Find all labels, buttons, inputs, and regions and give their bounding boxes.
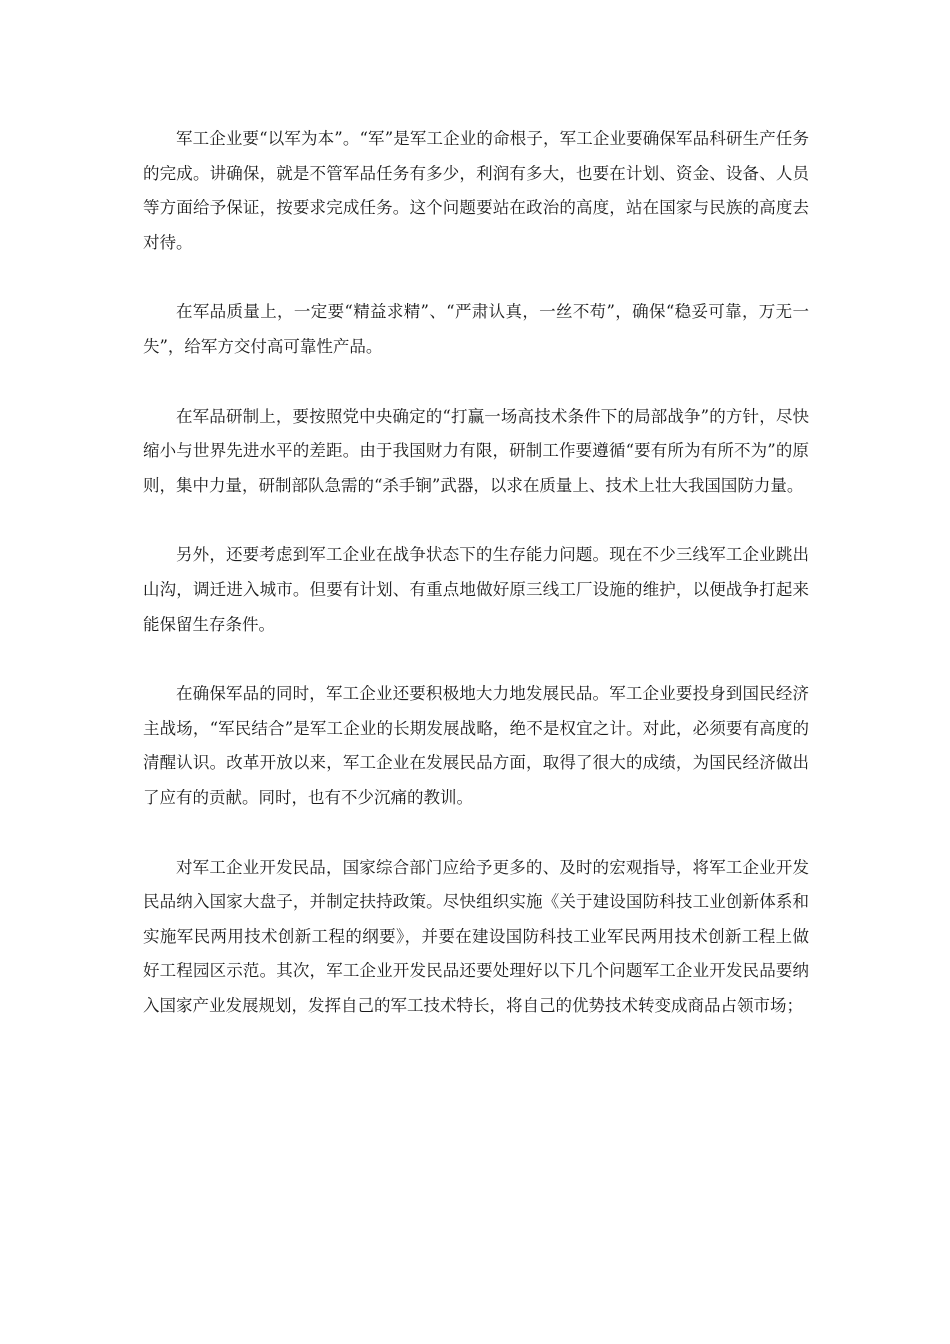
paragraph-1: 军工企业要“以军为本”。“军”是军工企业的命根子，军工企业要确保军品科研生产任务的完成。讲确保，就是不管军品任务有多少，利润有多大，也要在计划、资金、设备、人员等方面给予保证，按要求完成任务。这个问题要站在政治的高度，站在国家与民族的高度去对待。 bbox=[143, 129, 809, 252]
paragraph-2: 在军品质量上，一定要“精益求精”、“严肃认真，一丝不苟”，确保“稳妥可靠，万无一失”，给军方交付高可靠性产品。 bbox=[143, 302, 809, 356]
document-body bbox=[143, 122, 809, 1058]
paragraph-4: 另外，还要考虑到军工企业在战争状态下的生存能力问题。现在不少三线军工企业跳出山沟，调迁进入城市。但要有计划、有重点地做好原三线工厂设施的维护，以便战争打起来能保留生存条件。 bbox=[143, 545, 809, 634]
paragraph-3: 在军品研制上，要按照党中央确定的“打赢一场高技术条件下的局部战争”的方针，尽快缩小与世界先进水平的差距。由于我国财力有限，研制工作要遵循“要有所为有所不为”的原则，集中力量，研制部队急需的“杀手锏”武器，以求在质量上、技术上壮大我国国防力量。 bbox=[143, 406, 809, 495]
paragraph-6: 对军工企业开发民品，国家综合部门应给予更多的、及时的宏观指导，将军工企业开发民品纳入国家大盘子，并制定扶持政策。尽快组织实施《关于建设国防科技工业创新体系和实施军民两用技术创新工程的纲要》，并要在建设国防科技工业军民两用技术创新工程上做好工程园区示范。其次，军工企业开发民品还要处理好以下几个问题军工企业开发民品要纳入国家产业发展规划，发挥自己的军工技术特长，将自己的优势技术转变成商品占领市场； bbox=[143, 857, 809, 1015]
paragraph-5: 在确保军品的同时，军工企业还要积极地大力地发展民品。军工企业要投身到国民经济主战场，“军民结合”是军工企业的长期发展战略，绝不是权宜之计。对此，必须要有高度的清醒认识。改革开放以来，军工企业在发展民品方面，取得了很大的成绩，为国民经济做出了应有的贡献。同时，也有不少沉痛的教训。 bbox=[143, 684, 809, 807]
